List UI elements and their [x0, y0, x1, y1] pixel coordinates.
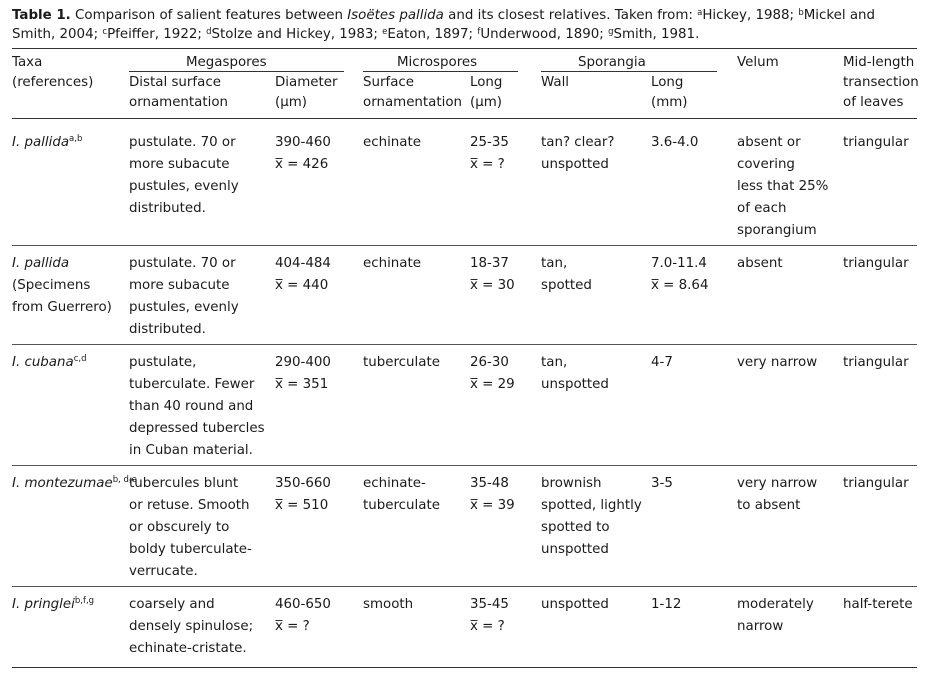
- mega-ornamentation-cell-line: echinate-cristate.: [129, 641, 247, 656]
- sporangia-long-cell-line: 3-5: [651, 476, 673, 491]
- micro-ornamentation-cell-line: echinate-: [363, 476, 426, 491]
- sporangia-wall-cell: [541, 253, 592, 297]
- top-rule: [12, 48, 917, 49]
- leaves-cell: [843, 594, 913, 616]
- mega-ornamentation-cell-line: distributed.: [129, 201, 206, 216]
- mega-ornamentation-cell-line: pustules, evenly: [129, 300, 239, 315]
- velum-cell-line: very narrow: [737, 476, 818, 491]
- bottom-rule: [12, 667, 917, 668]
- mega-ornamentation-cell-line: or retuse. Smooth: [129, 498, 250, 513]
- micro-ornamentation-cell: [363, 594, 413, 616]
- mega-ornamentation-cell-line: densely spinulose;: [129, 619, 254, 634]
- leaves-cell-line: triangular: [843, 135, 909, 150]
- header-leaves-line: Mid-length: [843, 55, 915, 70]
- sporangia-long-cell: [651, 253, 708, 297]
- caption-ref-text: Eaton, 1897;: [387, 26, 478, 42]
- row-divider: [12, 344, 917, 345]
- mega-diameter-cell-line: 350-660: [275, 476, 331, 491]
- mega-ornamentation-cell-line: distributed.: [129, 322, 206, 337]
- micro-ornamentation-cell-line: echinate: [363, 256, 421, 271]
- sporangia-long-cell-line: 7.0-11.4: [651, 256, 707, 271]
- mega-ornamentation-cell: [129, 594, 253, 660]
- header-leaves-line: of leaves: [843, 95, 904, 110]
- mega-diameter-cell: [275, 352, 331, 396]
- header-mega-diameter-line: (µm): [275, 95, 308, 110]
- taxon-extra-line: (Specimens: [12, 278, 91, 293]
- header-micro-ornamentation-line: Surface: [363, 75, 415, 90]
- header-sporangia-long: [651, 73, 688, 113]
- micro-ornamentation-cell-line: tuberculate: [363, 355, 440, 370]
- micro-ornamentation-cell-line: echinate: [363, 135, 421, 150]
- micro-ornamentation-cell: [363, 352, 440, 374]
- sporangia-long-cell-line: 1-12: [651, 597, 682, 612]
- sporangia-long-cell: [651, 132, 698, 154]
- sporangia-long-cell-line: 4-7: [651, 355, 673, 370]
- velum-cell-line: very narrow: [737, 355, 818, 370]
- micro-long-cell: [470, 594, 509, 638]
- sporangia-wall-cell-line: spotted: [541, 278, 592, 293]
- mega-diameter-cell: [275, 132, 331, 176]
- sporangia-wall-cell-line: tan? clear?: [541, 135, 615, 150]
- micro-long-cell-line: 18-37: [470, 256, 509, 271]
- header-taxa-line: Taxa: [12, 55, 43, 70]
- mega-ornamentation-cell-line: pustulate. 70 or: [129, 135, 236, 150]
- mega-ornamentation-cell: [129, 352, 265, 462]
- velum-cell: [737, 473, 817, 517]
- micro-long-cell-line: x̅ = 39: [470, 498, 515, 513]
- mega-ornamentation-cell-line: pustulate. 70 or: [129, 256, 236, 271]
- mega-diameter-cell: [275, 594, 331, 638]
- sporangia-wall-cell: [541, 132, 614, 176]
- header-mega-diameter: [275, 73, 338, 113]
- header-micro-ornamentation-line: ornamentation: [363, 95, 463, 110]
- header-sporangia-long-line: Long: [651, 75, 684, 90]
- caption-ref-marker: g: [608, 26, 614, 37]
- taxon-name: I. pallida: [12, 135, 70, 150]
- header-bottom-rule: [12, 118, 917, 119]
- taxon-cell: [12, 253, 112, 319]
- header-micro-long: [470, 73, 502, 113]
- caption-ref-text: Pfeiffer, 1922;: [107, 26, 207, 42]
- micro-ornamentation-cell: [363, 253, 421, 275]
- caption-ref-marker: f: [477, 26, 481, 37]
- mega-diameter-cell-line: x̅ = ?: [275, 619, 310, 634]
- micro-long-cell: [470, 132, 509, 176]
- sporangia-long-cell: [651, 594, 681, 616]
- taxon-cell: [12, 473, 137, 495]
- header-sporangia: Sporangia: [578, 55, 646, 70]
- leaves-cell-line: half-terete: [843, 597, 913, 612]
- header-mega-ornamentation: [129, 73, 228, 113]
- mega-ornamentation-cell-line: depressed tubercles: [129, 421, 265, 436]
- mega-diameter-cell-line: 460-650: [275, 597, 331, 612]
- micro-long-cell: [470, 253, 515, 297]
- mega-diameter-cell-line: 404-484: [275, 256, 331, 271]
- velum-cell-line: moderately: [737, 597, 814, 612]
- micro-long-cell-line: 35-48: [470, 476, 509, 491]
- mega-ornamentation-cell-line: tubercules blunt: [129, 476, 239, 491]
- header-sporangia-long-line: (mm): [651, 95, 688, 110]
- taxon-cell: [12, 132, 82, 154]
- header-sporangia-wall: [541, 73, 569, 93]
- mega-ornamentation-cell-line: pustulate,: [129, 355, 197, 370]
- sporangia-wall-cell: [541, 473, 642, 561]
- mega-ornamentation-cell-line: more subacute: [129, 278, 230, 293]
- leaves-cell-line: triangular: [843, 355, 909, 370]
- velum-cell-line: covering: [737, 157, 795, 172]
- velum-cell-line: sporangium: [737, 223, 817, 238]
- mega-diameter-cell-line: x̅ = 426: [275, 157, 329, 172]
- velum-cell-line: absent: [737, 256, 783, 271]
- mega-diameter-cell-line: x̅ = 510: [275, 498, 329, 513]
- header-microspores: Microspores: [397, 55, 478, 70]
- micro-ornamentation-cell: [363, 132, 421, 154]
- sporangia-wall-cell-line: spotted, lightly: [541, 498, 642, 513]
- sporangia-long-cell-line: 3.6-4.0: [651, 135, 699, 150]
- sporangia-wall-cell-line: unspotted: [541, 377, 609, 392]
- taxon-cell: [12, 594, 94, 616]
- header-leaves-line: transection: [843, 75, 919, 90]
- mega-diameter-cell-line: 290-400: [275, 355, 331, 370]
- caption-ref-marker: b: [798, 8, 804, 18]
- taxon-name-line: [12, 253, 112, 275]
- sporangia-long-cell-line: x̅ = 8.64: [651, 278, 709, 293]
- row-divider: [12, 465, 917, 466]
- caption-ref-marker: e: [382, 26, 388, 37]
- leaves-cell: [843, 473, 909, 495]
- taxon-name: I. montezumae: [12, 476, 113, 491]
- table-caption: [12, 7, 917, 44]
- micro-ornamentation-cell: [363, 473, 440, 517]
- taxon-name-line: [12, 594, 94, 616]
- taxon-name-line: [12, 473, 137, 495]
- sporangia-wall-cell-line: brownish: [541, 476, 602, 491]
- taxon-reference-marker: b, d,e: [112, 475, 137, 485]
- mega-ornamentation-cell-line: verrucate.: [129, 564, 198, 579]
- taxon-reference-marker: b,f,g: [74, 596, 95, 606]
- leaves-cell: [843, 132, 909, 154]
- velum-cell-line: less that 25%: [737, 179, 829, 194]
- taxon-cell: [12, 352, 87, 374]
- caption-ref-text: Hickey, 1988;: [702, 8, 799, 23]
- caption-text-after: and its closest relatives. Taken from:: [443, 8, 698, 23]
- taxon-name-line: [12, 352, 87, 374]
- taxon-name: I. pallida: [12, 256, 70, 271]
- micro-long-cell: [470, 352, 515, 396]
- header-micro-ornamentation: [363, 73, 462, 113]
- micro-long-cell-line: x̅ = ?: [470, 619, 505, 634]
- caption-ref-text: Underwood, 1890;: [480, 26, 609, 42]
- micro-long-cell-line: x̅ = 30: [470, 278, 515, 293]
- mega-ornamentation-cell: [129, 132, 239, 220]
- mega-diameter-cell-line: x̅ = 351: [275, 377, 329, 392]
- header-taxa-line: (references): [12, 75, 94, 90]
- mega-diameter-cell: [275, 253, 331, 297]
- sporangia-wall-cell: [541, 594, 609, 616]
- header-velum: Velum: [737, 55, 779, 70]
- micro-ornamentation-cell-line: smooth: [363, 597, 414, 612]
- header-leaves: [843, 53, 919, 113]
- velum-cell: [737, 253, 783, 275]
- micro-long-cell: [470, 473, 515, 517]
- leaves-cell: [843, 352, 909, 374]
- mega-ornamentation-cell-line: in Cuban material.: [129, 443, 253, 458]
- sporangia-long-cell: [651, 352, 673, 374]
- mega-ornamentation-cell-line: tuberculate. Fewer: [129, 377, 255, 392]
- mega-ornamentation-cell: [129, 253, 239, 341]
- sporangia-wall-cell-line: unspotted: [541, 542, 609, 557]
- caption-ref-text: Mickel and Smith, 2004;: [12, 8, 876, 42]
- micro-long-cell-line: 35-45: [470, 597, 509, 612]
- header-mega-ornamentation-line: Distal surface: [129, 75, 221, 90]
- taxon-name: I. pringlei: [12, 597, 75, 612]
- velum-cell: [737, 594, 814, 638]
- mega-ornamentation-cell-line: than 40 round and: [129, 399, 254, 414]
- header-mega-ornamentation-line: ornamentation: [129, 95, 229, 110]
- sporangia-wall-cell-line: unspotted: [541, 597, 609, 612]
- micro-long-cell-line: 26-30: [470, 355, 509, 370]
- caption-ref-marker: d: [206, 26, 212, 37]
- leaves-cell-line: triangular: [843, 476, 909, 491]
- header-mega-diameter-line: Diameter: [275, 75, 338, 90]
- taxon-reference-marker: c,d: [73, 354, 87, 364]
- header-megaspores: Megaspores: [186, 55, 267, 70]
- sporangia-wall-cell-line: unspotted: [541, 157, 609, 172]
- sporangia-long-cell: [651, 473, 673, 495]
- taxon-reference-marker: a,b: [69, 134, 83, 144]
- mega-diameter-cell-line: x̅ = 440: [275, 278, 329, 293]
- mega-ornamentation-cell-line: boldy tuberculate-: [129, 542, 252, 557]
- mega-ornamentation-cell-line: coarsely and: [129, 597, 215, 612]
- sporangia-wall-cell-line: tan,: [541, 256, 568, 271]
- mega-ornamentation-cell-line: pustules, evenly: [129, 179, 239, 194]
- caption-ref-marker: a: [697, 8, 703, 18]
- caption-label: Table 1.: [12, 8, 71, 23]
- taxon-extra-line: from Guerrero): [12, 300, 112, 315]
- velum-cell-line: to absent: [737, 498, 801, 513]
- micro-long-cell-line: x̅ = 29: [470, 377, 515, 392]
- sporangia-wall-cell-line: tan,: [541, 355, 568, 370]
- mega-diameter-cell: [275, 473, 331, 517]
- micro-ornamentation-cell-line: tuberculate: [363, 498, 440, 513]
- header-micro-long-line: (µm): [470, 95, 503, 110]
- sporangia-wall-cell-line: spotted to: [541, 520, 610, 535]
- mega-diameter-cell-line: 390-460: [275, 135, 331, 150]
- velum-cell: [737, 132, 828, 242]
- velum-cell-line: of each: [737, 201, 787, 216]
- velum-cell-line: absent or: [737, 135, 801, 150]
- sporangia-wall-cell: [541, 352, 609, 396]
- taxon-name: I. cubana: [12, 355, 74, 370]
- header-micro-long-line: Long: [470, 75, 503, 90]
- header-sporangia-wall-line: Wall: [541, 75, 570, 90]
- row-divider: [12, 586, 917, 587]
- micro-long-cell-line: 25-35: [470, 135, 509, 150]
- mega-ornamentation-cell-line: or obscurely to: [129, 520, 230, 535]
- row-divider: [12, 245, 917, 246]
- caption-ref-marker: c: [102, 26, 108, 37]
- velum-cell: [737, 352, 817, 374]
- leaves-cell-line: triangular: [843, 256, 909, 271]
- caption-species: Isoëtes pallida: [347, 8, 444, 23]
- taxon-name-line: [12, 132, 82, 154]
- caption-ref-text: Smith, 1981.: [613, 26, 700, 42]
- caption-text-before: Comparison of salient features between: [70, 8, 348, 23]
- micro-long-cell-line: x̅ = ?: [470, 157, 505, 172]
- header-taxa: [12, 53, 93, 93]
- mega-ornamentation-cell-line: more subacute: [129, 157, 230, 172]
- mega-ornamentation-cell: [129, 473, 252, 583]
- leaves-cell: [843, 253, 909, 275]
- velum-cell-line: narrow: [737, 619, 784, 634]
- caption-ref-text: Stolze and Hickey, 1983;: [211, 26, 383, 42]
